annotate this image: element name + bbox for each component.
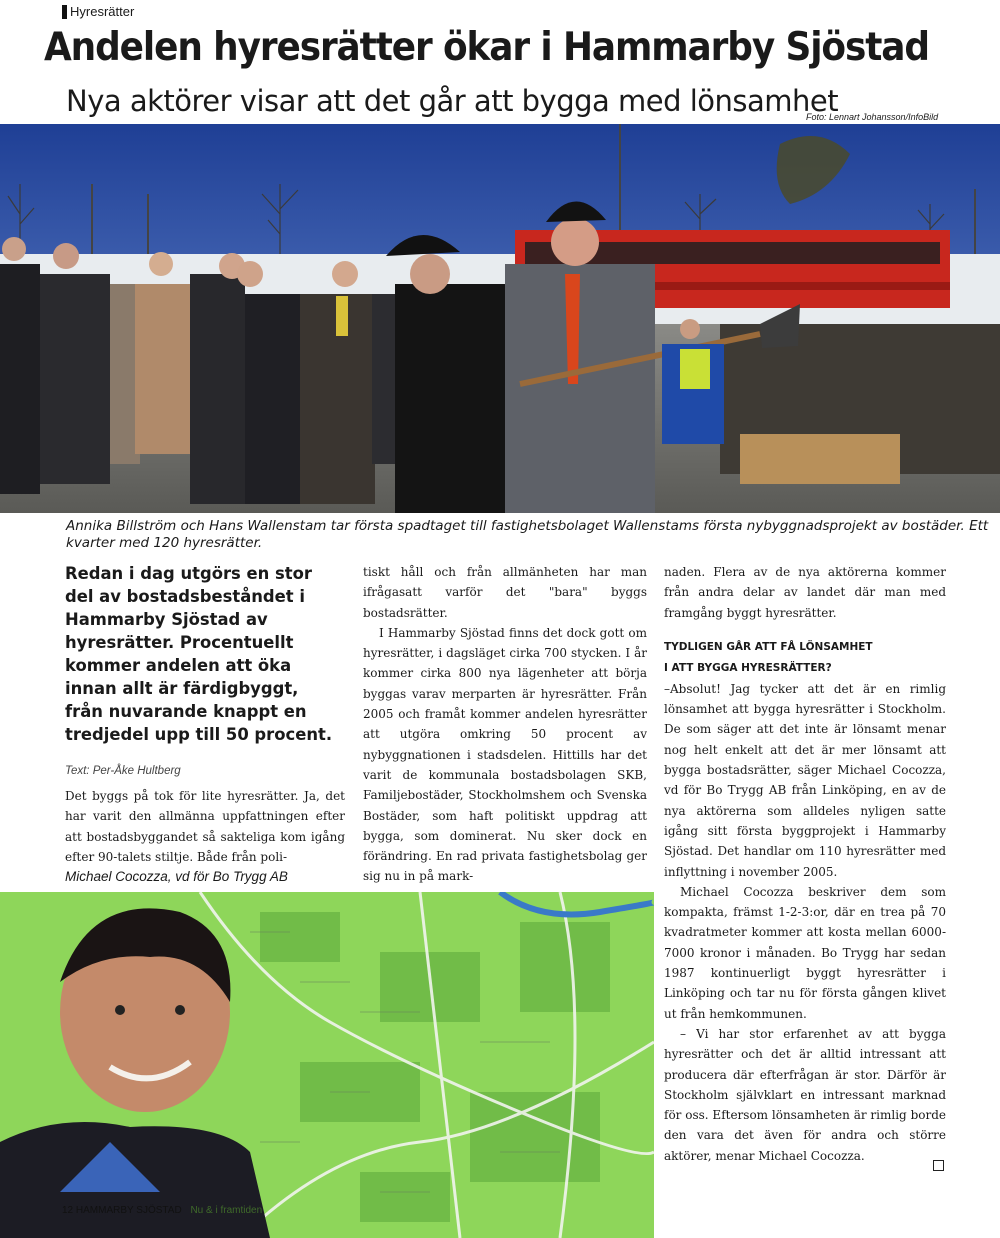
column-2 (363, 562, 647, 887)
publication-name: HAMMARBY SJÖSTAD (75, 1205, 182, 1216)
interview-subhead-line: TYDLIGEN GÅR ATT FÅ LÖNSAMHET (664, 640, 873, 653)
column-3-paragraph: naden. Flera av de nya aktörerna kommer från andra delar av landet där man med framgång byggt hyresrätter. (664, 565, 946, 620)
end-of-article-mark (933, 1160, 944, 1171)
column-2-paragraph: tiskt håll och från allmänheten har man ifrågasatt varför det "bara" byggs bostadsrätter. (363, 565, 647, 620)
headline: Andelen hyresrätter ökar i Hammarby Sjöstad (44, 25, 929, 70)
subheadline: Nya aktörer visar att det går att bygga med lönsamhet (66, 84, 839, 118)
groundbreaking-photo (0, 124, 1000, 513)
section-tag: Hyresrätter (62, 5, 134, 19)
photo-credit: Foto: Lennart Johansson/InfoBild (806, 112, 939, 122)
page-footer (62, 1205, 262, 1216)
column-3-paragraph: – Vi har stor erfarenhet av att bygga hyresrätter och det är alltid intressant att producera där efterfrågan är stor. Därför är Stockholm självklart en intressant marknad för oss. Eftersom lönsamheten är rimlig borde den vara det även för andra och större aktörer, menar Michael Cocozza. (664, 1026, 946, 1163)
publication-tagline: Nu & i framtiden (190, 1205, 263, 1216)
column-3-paragraph: –Absolut! Jag tycker att det är en rimlig lönsamhet att bygga hyresrätter i Stockholm. De som säger att det inte är lönsamt menar nog helt enkelt att det är mer lönsamt att bygga bostadsrätter, säger Michael Cocozza, vd för Bo Trygg AB från Linköping, en av de nya aktörerna som alldeles nyligen satte igång sitt första byggprojekt i Hammarby Sjöstad. Det handlar om 110 hyresrätter med inflyttning i november 2005. (664, 681, 946, 879)
column-3 (664, 562, 946, 1166)
column-1-paragraph: Det byggs på tok för lite hyresrätter. Ja, det har varit den allmänna uppfattningen efter att bostadsbyggandet så sakteliga kom igång efter 90-talets stiltje. Både från poli- (65, 789, 345, 864)
page-number: 12 (62, 1205, 74, 1216)
portrait-map-photo (0, 892, 654, 1238)
photo-caption-top: Annika Billström och Hans Wallenstam tar första spadtaget till fastighetsbolaget Wallenstams första nybyggnadsprojekt av bostäder. Ett kvarter med 120 hyresrätter. (66, 518, 989, 551)
interview-subhead-line: I ATT BYGGA HYRESRÄTTER? (664, 661, 832, 674)
column-2-paragraph: I Hammarby Sjöstad finns det dock gott om hyresrätter, i dagsläget cirka 700 stycken. I år kommer cirka 800 nya lägenheter att börja byggas varav merparten är hyresrätter. Från 2005 och framåt kommer andelen hyresrätter att utgöra omkring 50 procent av nybyggnationen i stadsdelen. Hittills har det varit de kommunala bostadsbolagen SKB, Familjebostäder, Stockholmshem och Svenska Bostäder, som haft politiskt uppdrag att bygga, som dominerat. Nu sker dock en förändring. En rad privata fastighetsbolag ger sig nu in på mark- (363, 625, 647, 884)
photo-caption-bottom: Michael Cocozza, vd för Bo Trygg AB (65, 869, 288, 884)
column-3-paragraph: Michael Cocozza beskriver dem som kompakta, främst 1-2-3:or, där en trea på 70 kvadratmeter kommer att kosta mellan 6000-7000 kronor i månaden. Bo Trygg har sedan 1987 kontinuerligt byggt hyresrätter i Linköping och tar nu för första gången klivet ut från hemkommunen. (664, 884, 946, 1021)
interview-subhead (664, 637, 946, 679)
byline: Text: Per-Åke Hultberg (65, 765, 181, 777)
column-1 (65, 786, 345, 867)
lede: Redan i dag utgörs en stor del av bostadsbeståndet i Hammarby Sjöstad av hyresrätter. Procentuellt kommer andelen att öka innan allt är färdigbyggt, från nuvarande knappt en tredjedel upp till 50 procent. (65, 564, 333, 744)
